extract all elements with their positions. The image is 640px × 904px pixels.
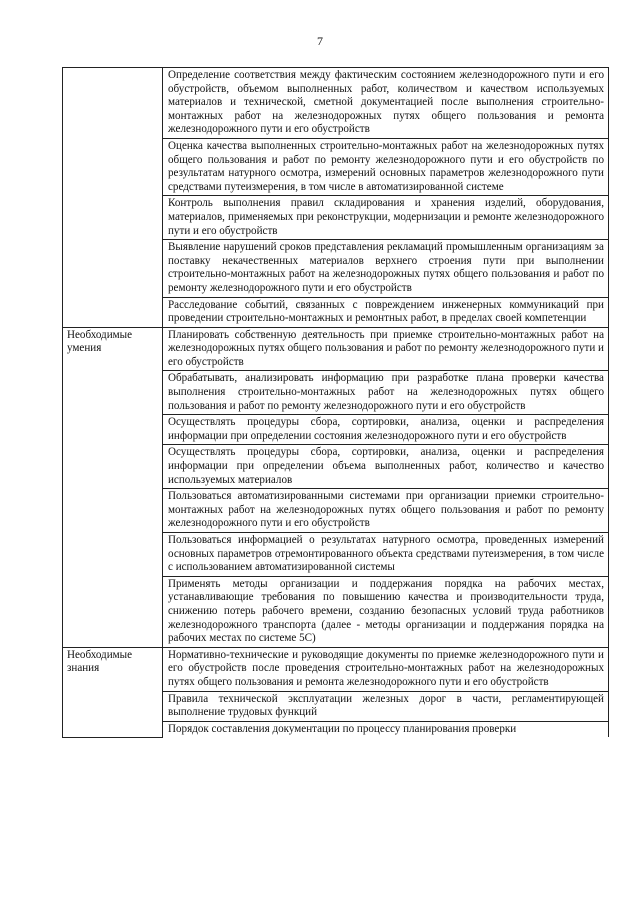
- table-cell: Порядок составления документации по процессу планирования проверки: [163, 721, 609, 737]
- table-cell: Расследование событий, связанных с повреждением инженерных коммуникаций при проведении строительно-монтажных и ремонтных работ, в пределах своей компетенции: [163, 297, 609, 327]
- table-cell: Нормативно-технические и руководящие документы по приемке железнодорожного пути и его обустройств после проведения строительно-монтажных работ на железнодорожных путях общего пользования и ремонта железнодорожного пути и его обустройств: [163, 647, 609, 691]
- table-row: [63, 68, 609, 139]
- table-cell: Определение соответствия между фактическим состоянием железнодорожного пути и его обустройств, объемом выполненных работ, количеством и качеством используемых материалов и технической, сметной документацией после выполнения строительно-монтажных работ на железнодорожных путях общего пользования и ремонта железнодорожного пути и его обустройств: [163, 68, 609, 139]
- page-number: 7: [317, 34, 323, 48]
- table-cell: Контроль выполнения правил складирования и хранения изделий, оборудования, материалов, применяемых при реконструкции, модернизации и ремонте железнодорожного пути и его обустройств: [163, 196, 609, 240]
- table-cell: Выявление нарушений сроков представления рекламаций промышленным организациям за поставку некачественных материалов верхнего строения пути при выполнении строительно-монтажных работ на железнодорожных путях общего пользования и работ по ремонту железнодорожного пути и его обустройств: [163, 240, 609, 297]
- section-label-knowledge: Необходимые знания: [63, 647, 163, 737]
- table-row: [63, 647, 609, 691]
- table-cell: Оценка качества выполненных строительно-монтажных работ на железнодорожных путях общего пользования и работ по ремонту железнодорожного пути и его обустройств по результатам натурного осмотра, измерений основных параметров железнодорожного пути средствами путеизмерения, в том числе в автоматизированной системе: [163, 138, 609, 195]
- table-cell: Планировать собственную деятельность при приемке строительно-монтажных работ на железнодорожных путях общего пользования и работ по ремонту железнодорожного пути и его обустройств: [163, 327, 609, 371]
- table-row: [63, 327, 609, 371]
- table-cell: Пользоваться информацией о результатах натурного осмотра, проведенных измерений основных параметров отремонтированного объекта средствами путеизмерения, в том числе с использованием автоматизированной системы: [163, 533, 609, 577]
- section-label: [63, 68, 163, 328]
- section-label-skills: Необходимые умения: [63, 327, 163, 647]
- competency-table: [62, 67, 609, 738]
- table-cell: Правила технической эксплуатации железных дорог в части, регламентирующей выполнение трудовых функций: [163, 691, 609, 721]
- table-cell: Пользоваться автоматизированными системами при организации приемки строительно-монтажных работ на железнодорожных путях общего пользования и работ по ремонту железнодорожного пути и его обустройств: [163, 489, 609, 533]
- table-cell: Осуществлять процедуры сбора, сортировки, анализа, оценки и распределения информации при определении объема выполненных работ, количество и качество используемых материалов: [163, 445, 609, 489]
- table-cell: Осуществлять процедуры сбора, сортировки, анализа, оценки и распределения информации при определении состояния железнодорожного пути и его обустройств: [163, 415, 609, 445]
- table-cell: Применять методы организации и поддержания порядка на рабочих местах, устанавливающие требования по повышению качества и производительности труда, снижению потерь рабочего времени, созданию безопасных условий труда работников железнодорожного транспорта (далее - методы организации и поддержания порядка на рабочих местах по системе 5С): [163, 576, 609, 647]
- table-cell: Обрабатывать, анализировать информацию при разработке плана проверки качества выполнения строительно-монтажных работ на железнодорожных путях общего пользования и работ по ремонту железнодорожного пути и его обустройств: [163, 371, 609, 415]
